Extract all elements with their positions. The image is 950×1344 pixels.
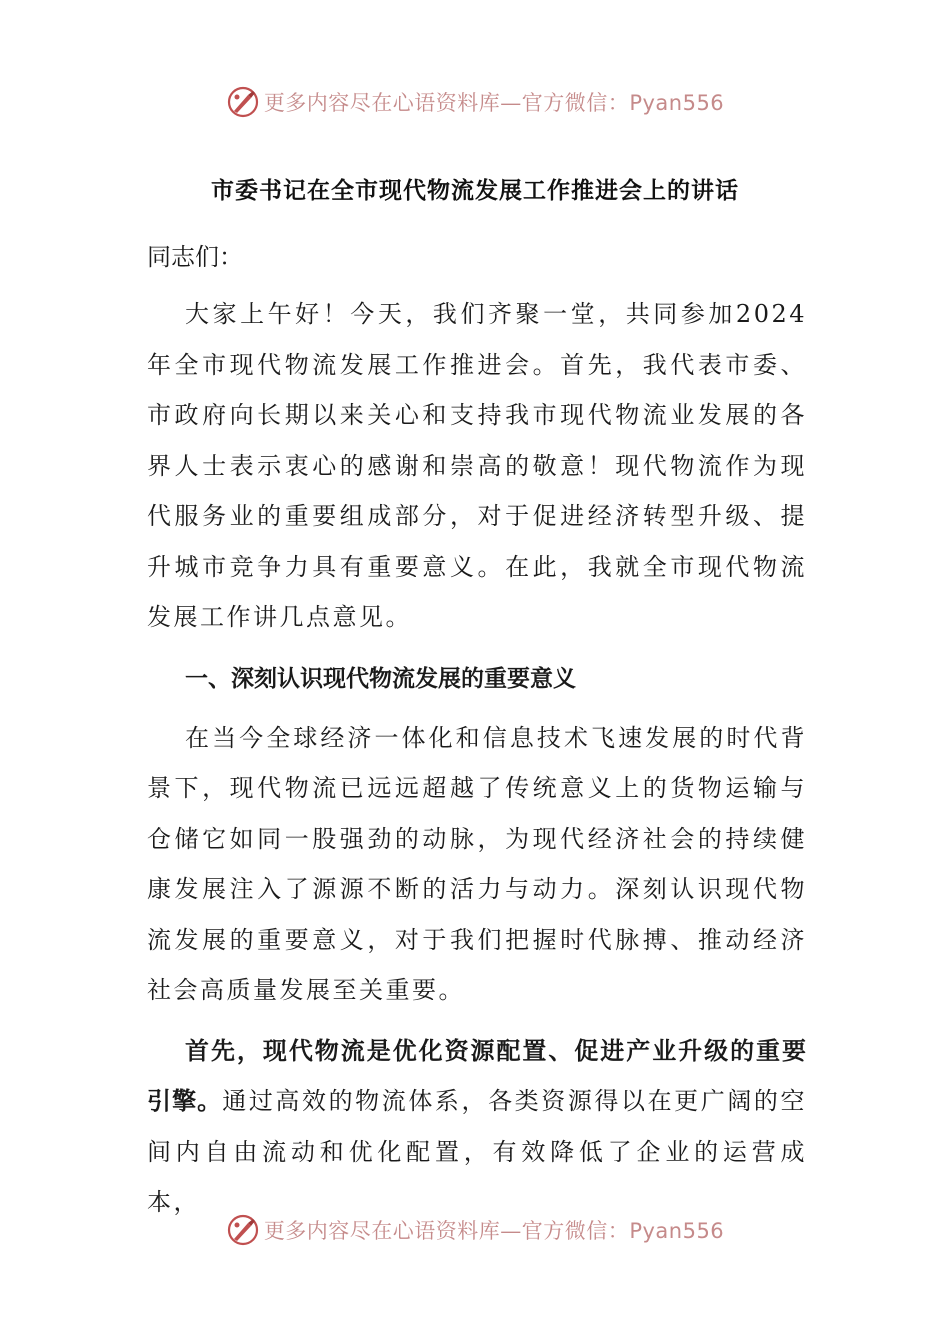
document-body	[147, 232, 807, 1238]
page-title: 市委书记在全市现代物流发展工作推进会上的讲话	[211, 178, 739, 204]
greeting: 同志们：	[147, 243, 243, 271]
watermark-wechat-id: Pyan556	[629, 1219, 725, 1243]
header-watermark	[0, 82, 950, 122]
watermark-wechat-id: Pyan556	[629, 91, 725, 115]
point-1-body: 通过高效的物流体系，各类资源得以在更广阔的空间内自由流动和优化配置，有效降低了企业的运营成本，	[147, 1087, 807, 1216]
section-heading-1: 一、深刻认识现代物流发展的重要意义	[185, 665, 576, 692]
point-1-paragraph	[147, 1026, 807, 1228]
pen-nib-logo-icon	[226, 85, 260, 119]
pen-nib-logo-icon	[226, 1213, 260, 1247]
watermark-text: 更多内容尽在心语资料库—官方微信：Pyan556	[263, 1219, 725, 1243]
section-1-paragraph: 在当今全球经济一体化和信息技术飞速发展的时代背景下，现代物流已远远超越了传统意义上的货物运输与仓储它如同一股强劲的动脉，为现代经济社会的持续健康发展注入了源源不断的活力与动力。深刻认识现代物流发展的重要意义，对于我们把握时代脉搏、推动经济社会高质量发展至关重要。	[147, 723, 807, 1004]
point-1-lead: 首先，现代物流是优化资源配置、促进产业升级的重要引擎。	[147, 1036, 807, 1115]
watermark-text: 更多内容尽在心语资料库—官方微信：Pyan556	[263, 91, 725, 115]
footer-watermark	[0, 1210, 950, 1250]
intro-paragraph: 大家上午好！今天，我们齐聚一堂，共同参加2024年全市现代物流发展工作推进会。首先，我代表市委、市政府向长期以来关心和支持我市现代物流业发展的各界人士表示衷心的感谢和崇高的敬意！现代物流作为现代服务业的重要组成部分，对于促进经济转型升级、提升城市竞争力具有重要意义。在此，我就全市现代物流发展工作讲几点意见。	[147, 300, 807, 631]
